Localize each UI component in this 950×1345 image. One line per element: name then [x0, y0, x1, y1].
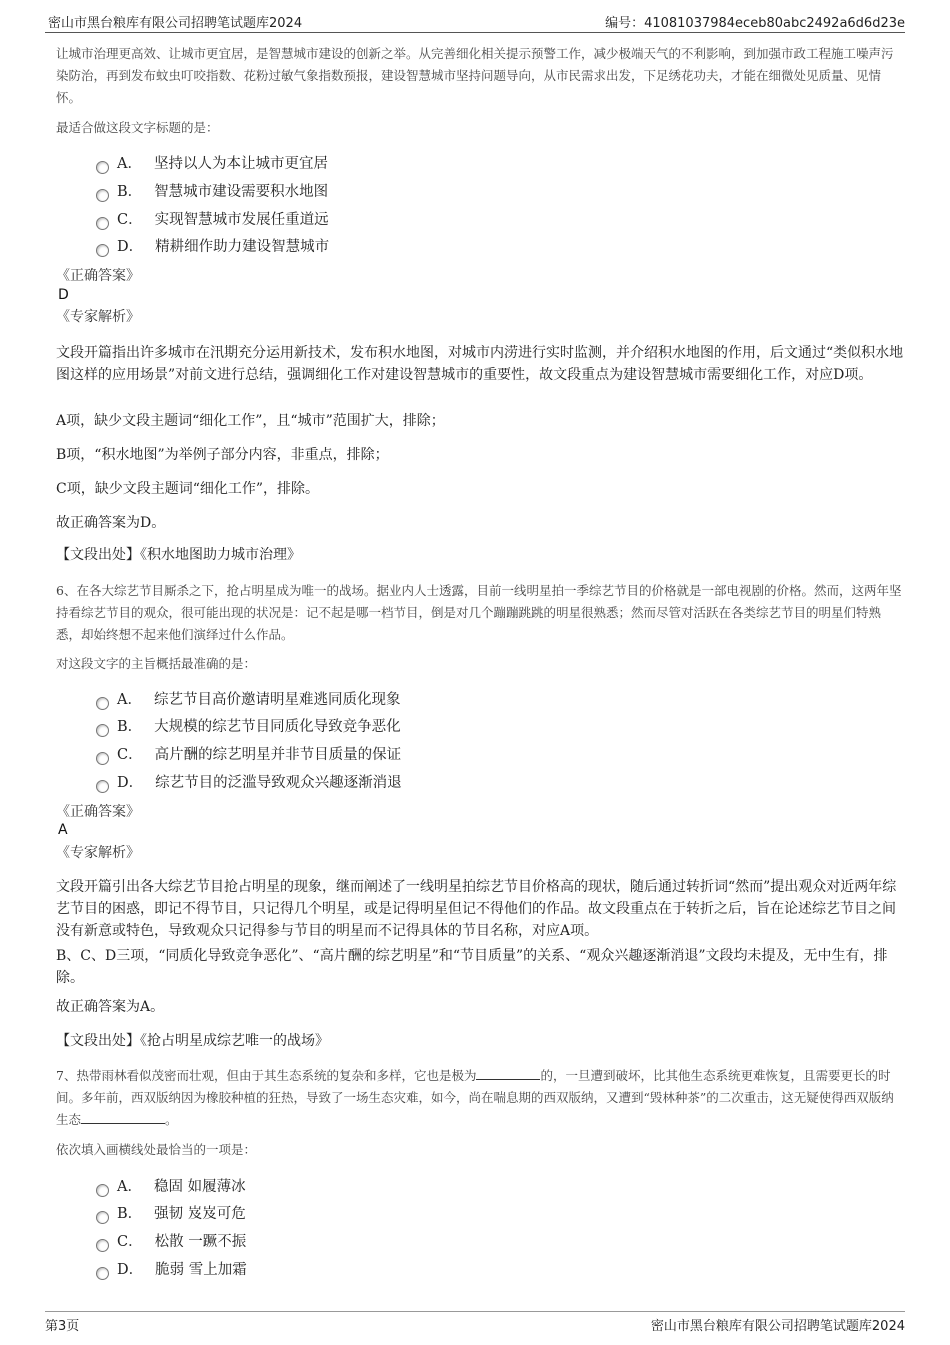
- radio-icon[interactable]: [96, 752, 109, 765]
- q5-question: 最适合做这段文字标题的是：: [56, 120, 219, 135]
- q5-source: 【文段出处】《积水地图助力城市治理》: [56, 547, 301, 563]
- radio-icon[interactable]: [96, 217, 109, 230]
- q7-option-d[interactable]: D． 脆弱 雪上加霜: [96, 1260, 247, 1280]
- q7-passage: 7、热带雨林看似茂密而壮观，但由于其生态系统的复杂和多样，它也是极为 的，一旦遭到破坏，比其他生态系统更难恢复，且需要更长的时间。多年前，西双版纳因为橡胶种植的狂热，导致了一场生态灾难，如今，尚在喘息期的西双版纳，又遭到“毁林种茶”的二次重击，这无疑使得西双版纳生态 。: [56, 1068, 894, 1127]
- q6-analysis-bcd: B、C、D三项，“同质化导致竞争恶化”、“高片酬的综艺明星”和“节目质量”的关系、“观众兴趣逐渐消退”文段均未提及，无中生有，排除。: [56, 948, 888, 986]
- q5-option-b[interactable]: B． 智慧城市建设需要积水地图: [96, 182, 328, 202]
- radio-icon[interactable]: [96, 244, 109, 257]
- q7-option-c[interactable]: C． 松散 一蹶不振: [96, 1232, 246, 1252]
- q6-source: 【文段出处】《抢占明星成综艺唯一的战场》: [56, 1033, 329, 1049]
- q6-option-a[interactable]: A． 综艺节目高价邀请明星难逃同质化现象: [96, 690, 400, 710]
- q5-option-c[interactable]: C． 实现智慧城市发展任重道远: [96, 210, 329, 230]
- q7-option-a[interactable]: A． 稳固 如履薄冰: [96, 1177, 246, 1197]
- q6-passage: 6、在各大综艺节目厮杀之下，抢占明星成为唯一的战场。据业内人士透露，目前一线明星拍一季综艺节目的价格就是一部电视剧的价格。然而，这两年坚持看综艺节目的观众，很可能出现的状况是：记不起是哪一档节目，倒是对几个蹦蹦跳跳的明星很熟悉；然而尽管对活跃在各类综艺节目的明星们特熟悉，却始终想不起来他们演绎过什么作品。: [56, 583, 902, 642]
- page-footer: [45, 1311, 905, 1334]
- page-header: [45, 12, 905, 33]
- blank-line-2: [81, 1111, 165, 1124]
- q5-option-a[interactable]: A． 坚持以人为本让城市更宜居: [96, 154, 328, 174]
- radio-icon[interactable]: [96, 189, 109, 202]
- q5-analysis-para: 文段开篇指出许多城市在汛期充分运用新技术，发布积水地图，对城市内涝进行实时监测，并介绍积水地图的作用，后文通过“类似积水地图这样的应用场景”对前文进行总结，强调细化工作对建设智慧城市的重要性，故文段重点为建设智慧城市需要细化工作，对应D项。: [56, 345, 904, 383]
- q5-passage: 让城市治理更高效、让城市更宜居，是智慧城市建设的创新之举。从完善细化相关提示预警工作，减少极端天气的不利影响，到加强市政工程施工噪声污染防治，再到发布蚊虫叮咬指数、花粉过敏气象指数预报，建设智慧城市坚持问题导向，从市民需求出发，下足绣花功夫，才能在细微处见质量、见情怀。: [56, 46, 894, 105]
- q6-answer-label: 《正确答案》: [56, 804, 140, 820]
- q5-analysis-a: A项，缺少文段主题词“细化工作”，且“城市”范围扩大，排除；: [56, 413, 445, 429]
- radio-icon[interactable]: [96, 1211, 109, 1224]
- q6-question: 对这段文字的主旨概括最准确的是：: [56, 656, 257, 671]
- q6-analysis-label: 《专家解析》: [56, 845, 140, 861]
- radio-icon[interactable]: [96, 780, 109, 793]
- q5-option-d[interactable]: D． 精耕细作助力建设智慧城市: [96, 237, 329, 257]
- q6-option-b[interactable]: B． 大规模的综艺节目同质化导致竞争恶化: [96, 717, 401, 737]
- q7-option-b[interactable]: B． 强韧 岌岌可危: [96, 1204, 246, 1224]
- q5-analysis-c: C项，缺少文段主题词“细化工作”，排除。: [56, 481, 320, 497]
- footer-title: 密山市黑台粮库有限公司招聘笔试题库2024: [650, 1319, 905, 1334]
- q7-question: 依次填入画横线处最恰当的一项是：: [56, 1142, 257, 1157]
- radio-icon[interactable]: [96, 1267, 109, 1280]
- page-number: 第3页: [45, 1319, 80, 1334]
- q5-answer: D: [58, 287, 69, 303]
- radio-icon[interactable]: [96, 697, 109, 710]
- q6-analysis-conclusion: 故正确答案为A。: [56, 999, 165, 1015]
- q5-answer-label: 《正确答案》: [56, 268, 140, 284]
- q6-analysis-para: 文段开篇引出各大综艺节目抢占明星的现象，继而阐述了一线明星拍综艺节目价格高的现状，随后通过转折词“然而”提出观众对近两年综艺节目的困惑，即记不得节目，只记得几个明星，或是记得明星但记不得他们的作品。故文段重点在于转折之后，旨在论述综艺节目之间没有新意或特色，导致观众只记得参与节目的明星而不记得具体的节目名称，对应A项。: [56, 879, 897, 939]
- q5-analysis-b: B项，“积水地图”为举例子部分内容，非重点，排除；: [56, 447, 389, 463]
- q5-analysis-label: 《专家解析》: [56, 309, 140, 325]
- radio-icon[interactable]: [96, 724, 109, 737]
- q5-analysis-conclusion: 故正确答案为D。: [56, 515, 166, 531]
- q6-option-d[interactable]: D． 综艺节目的泛滥导致观众兴趣逐渐消退: [96, 773, 402, 793]
- header-title: 密山市黑台粮库有限公司招聘笔试题库2024: [48, 16, 303, 31]
- radio-icon[interactable]: [96, 1239, 109, 1252]
- q6-answer: A: [58, 822, 68, 838]
- radio-icon[interactable]: [96, 161, 109, 174]
- radio-icon[interactable]: [96, 1184, 109, 1197]
- blank-line-1: [476, 1067, 540, 1080]
- header-code: 编号：41081037984eceb80abc2492a6d6d23e: [605, 16, 905, 31]
- q6-option-c[interactable]: C． 高片酬的综艺明星并非节目质量的保证: [96, 745, 401, 765]
